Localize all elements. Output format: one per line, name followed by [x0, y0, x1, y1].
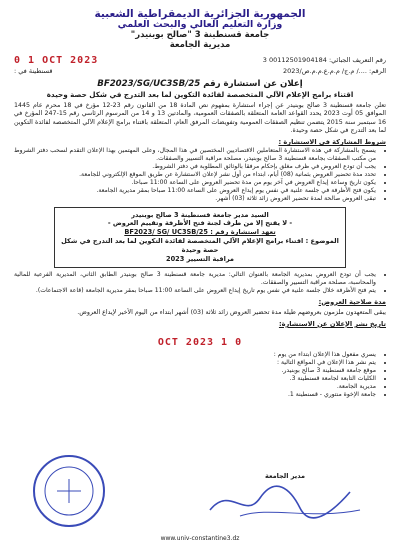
- document-meta: [14, 54, 386, 76]
- validity-paragraph: يبقى المتعهدون ملزمون بعروضهم طيلة مدة تحضير العروض زائد ثلاثة (03) أشهر ابتداء من اليوم الأخير لإيداع العروض.: [77, 308, 386, 316]
- envelope-line: مراقبة التسيير 2023: [165, 255, 235, 264]
- list-item: • الكليات التابعة لجامعة قسنطينة 3.: [14, 375, 376, 383]
- list-item: • تبقى العروض صالحة لمدة تحضير العروض زائد ثلاثة (03) أشهر.: [14, 195, 376, 203]
- title-prefix: إعلان عن استشارة رقم: [203, 78, 303, 89]
- envelope-line: - لا يفتح إلا من طرف لجنة فتح الأظرفة وتقييم العروض -: [107, 219, 293, 228]
- list-item: • يجب أن تودع العروض في ظرف مغلق بإحكام مرفقا بالوثائق المطلوبة في دفتر الشروط.: [14, 163, 376, 171]
- city-date: قسنطينة في :: [14, 67, 53, 76]
- university-name: جامعة قسنطينة 3 "صالح بوبنيدر": [130, 29, 270, 40]
- validity-heading: مدة صلاحية العروض:: [318, 297, 386, 306]
- consultation-title: [14, 79, 386, 90]
- envelope-label-box: [54, 207, 346, 268]
- handwritten-signature-icon: [200, 480, 370, 524]
- list-item: • يتم نشر هذا الإعلان في المواقع التالية :: [14, 359, 376, 367]
- publication-heading: تاريخ نشر الإعلان عن الاستشارة:: [278, 320, 386, 328]
- ministry-name: وزارة التعليم العالي والبحث العلمي: [117, 19, 283, 31]
- envelope-line: الموضوع : اقتناء برامج الإعلام الآلي المتخصصة لفائدة التكوين لما بعد التدرج في شكل حصة وحيدة: [61, 237, 339, 255]
- letterhead: [14, 8, 386, 51]
- signature-title: مدير الجامعة: [265, 472, 305, 480]
- eligibility-heading: شروط المشاركة في الاستشارة :: [278, 138, 386, 147]
- list-item: • يسمح بالمشاركة في هذه الاستشارة المتعاملين الاقتصاديين المختصين في هذا المجال، وعلى المهتمين بهذا الإعلان التقدم لسحب دفتر الشروط من مكتب الصفقات بجامعة قسنطينة 3 صالح بوبنيدر، مصلحة مراقبة التسيير والصفقات.: [14, 147, 376, 163]
- publication-date-stamp: 0 1 OCT 2023: [157, 337, 243, 348]
- list-item: • يكون تاريخ وساعة إيداع العروض في آخر يوم من مدة تحضير العروض على الساعة 11:00 صباحا.: [14, 179, 376, 187]
- directorate-name: مديرية الجامعة: [169, 39, 231, 50]
- deposit-list: [14, 271, 386, 295]
- publication-list: [14, 351, 386, 399]
- intro-paragraph: تعلن جامعة قسنطينة 3 صالح بوبنيدر عن إجراء استشارة بمفهوم نص المادة 18 من القانون رقم 23-12 مؤرخ في 18 محرم عام 1445 الموافق 05 أوت 2023 يحدد القواعد العامة المتعلقة بالصفقات العمومية، والمادتين 13 و 14 من المرسوم الرئاسي رقم 15-247 المؤرخ في 16 سبتمبر سنة 2015 يتضمن تنظيم الصفقات العمومية وتفويضات المرفق العام، المتعلقة باقتناء برامج الإعلام الآلي المتخصصة لفائدة التكوين لما بعد التدرج في شكل حصة وحيدة.: [14, 101, 387, 134]
- list-item: • يتم فتح الأظرفة خلال جلسة علنية في نفس يوم تاريخ إيداع العروض على الساعة 11:00 صباحا بمقر مديرية الجامعة (قاعة الاجتماعات).: [14, 287, 376, 295]
- list-item: • موقع جامعة قسنطينة 3 صالح بوبنيدر.: [14, 367, 376, 375]
- envelope-line: السيد مدير جامعة قسنطينة 3 صالح بوبنيدر: [131, 210, 269, 219]
- tax-id: رقم التعريف الجبائي: 00112501904184 3: [262, 55, 386, 64]
- list-item: • يكون فتح الأظرفة في جلسة علنية في نفس يوم إيداع العروض على الساعة 11:00 صباحا بمقر مديرية الجامعة.: [14, 187, 376, 195]
- list-item: • يسري مفعول هذا الإعلان ابتداء من يوم :: [14, 351, 376, 359]
- consultation-subject: اقتناء برامج الإعلام الآلي المتخصصة لفائدة التكوين لما بعد التدرج في شكل حصة وحيدة: [46, 89, 354, 99]
- republic-name: الجمهورية الجزائرية الديمقراطية الشعبية: [94, 8, 306, 20]
- list-item: • جامعة الإخوة منتوري - قسنطينة 1.: [14, 391, 376, 399]
- list-item: • تحدد مدة تحضير العروض بثمانية (08) أيام، ابتداء من أول نشر لإعلان الاستشارة عن طريق الموقع الإلكتروني للجامعة.: [14, 171, 376, 179]
- reference-number: الرقم: ..../ م.ج/ م.م.ع.م.م.ص/2023: [282, 67, 386, 76]
- eligibility-list: [14, 147, 386, 202]
- list-item: • مديرية الجامعة.: [14, 383, 376, 391]
- signature-block: [200, 472, 370, 532]
- official-seal-icon: [30, 452, 108, 530]
- list-item: • يجب أن تودع العروض بمديرية الجامعة بالعنوان التالي: مديرية جامعة قسنطينة 3 صالح بوبنيدر الطابق الثاني، المديرية الفرعية للمالية والمحاسبة، مصلحة مراقبة التسيير والصفقات.: [14, 271, 376, 287]
- university-website: www.univ-constantine3.dz: [160, 535, 240, 542]
- page-footer: [14, 535, 386, 542]
- consultation-ref: BF2023/SG/UC3SB/25: [97, 78, 201, 89]
- date-stamp: 0 1 OCT 2023: [14, 54, 99, 66]
- envelope-line: تعهد استشارة رقم : BF2023/ SG/ UC3SB/25: [124, 228, 276, 237]
